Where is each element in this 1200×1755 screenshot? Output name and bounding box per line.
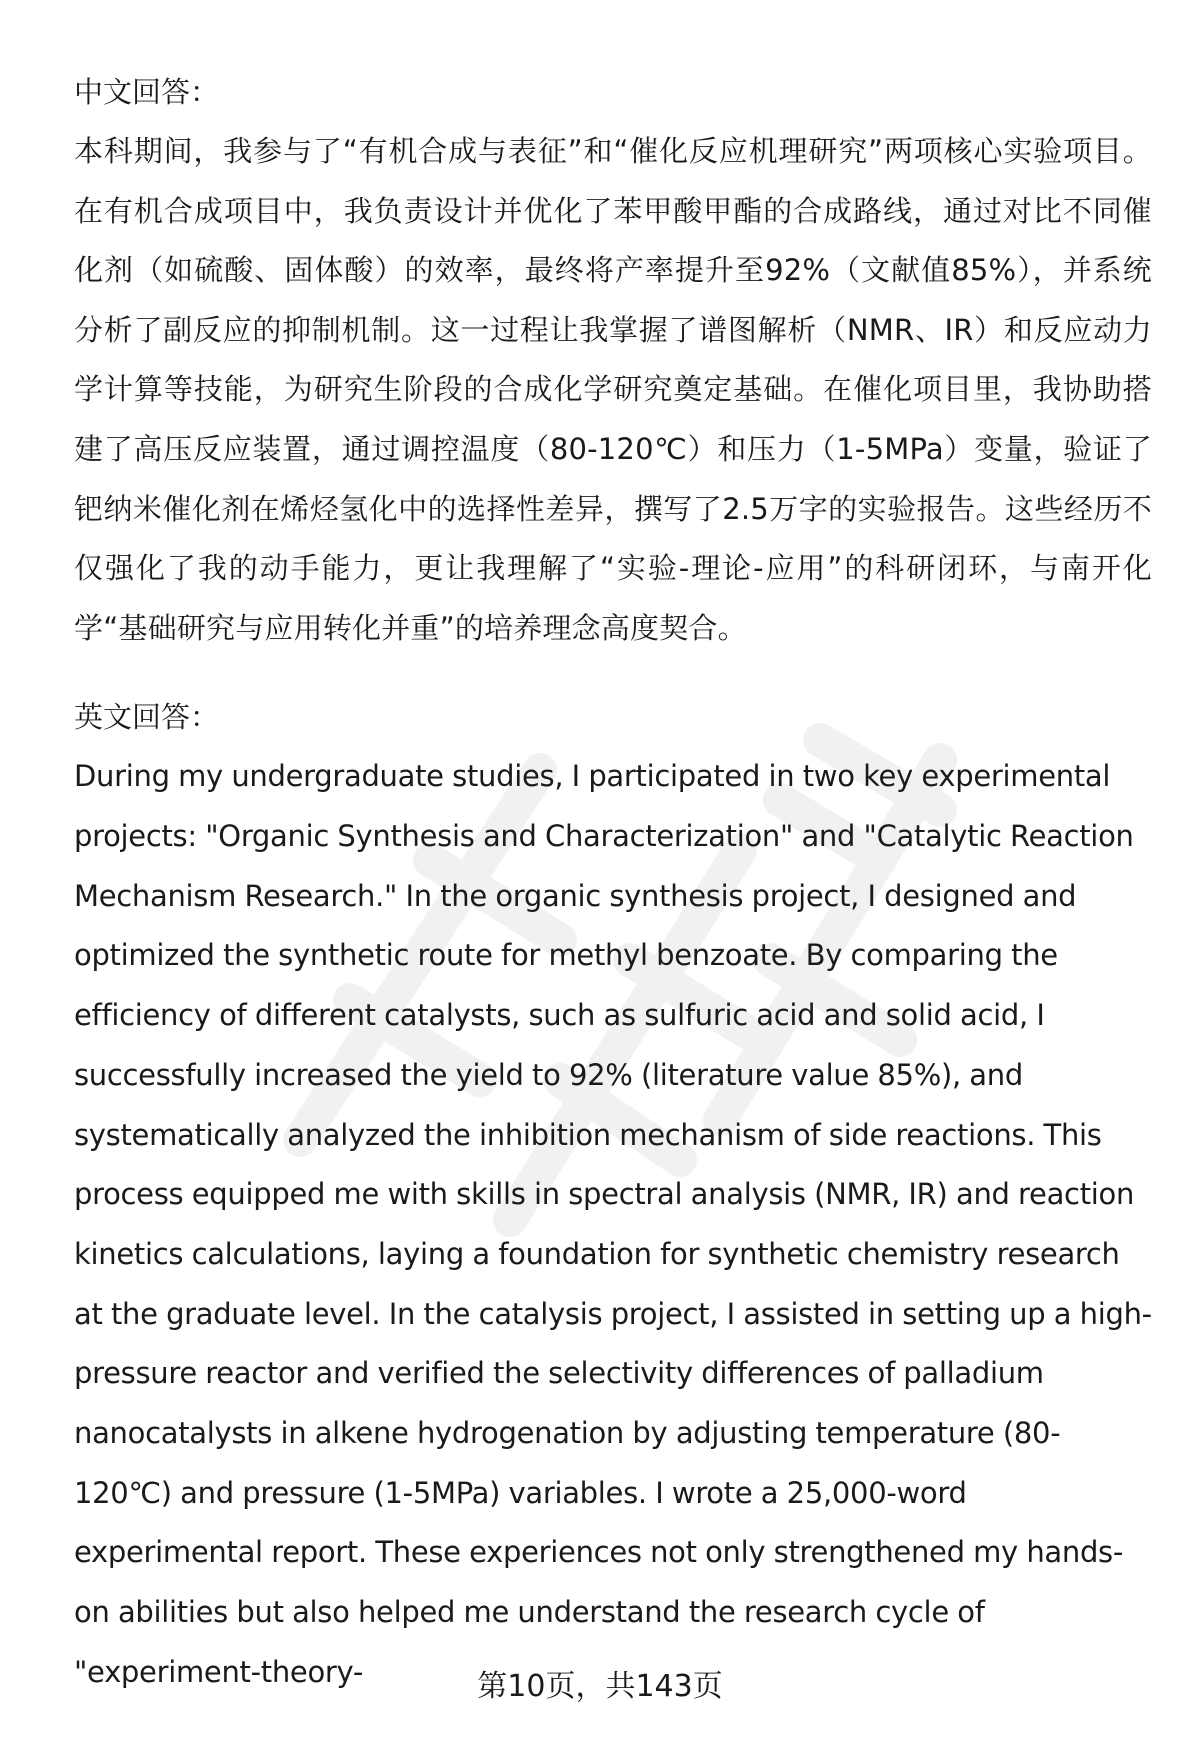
english-answer-text: During my undergraduate studies, I participated in two key experimental projects: "Organic Synthesis and Characterization" and "Catalytic Reaction Mechanism Research." In the organic synthesis project, I designed and optimized the synthetic route for methyl benzoate. By comparing the efficiency of different catalysts, such as sulfuric acid and solid acid, I successfully increased the yield to 92% (literature value 85%), and systematically analyzed the inhibition mechanism of side reactions. This process equipped me with skills in spectral analysis (NMR, IR) and reaction kinetics calculations, laying a foundation for synthetic chemistry research at the graduate level. In the catalysis project, I assisted in setting up a high-pressure reactor and verified the selectivity differences of palladium nanocatalysts in alkene hydrogenation by adjusting temperature (80-120℃) and pressure (1-5MPa) variables. I wrote a 25,000-word experimental report. These experiences not only strengthened my hands-on abilities but also helped me understand the research cycle of "experiment-theory- bbox=[74, 759, 1152, 1689]
english-answer-label: 英文回答： bbox=[74, 700, 220, 735]
answer-content bbox=[74, 62, 1152, 1703]
chinese-answer-text: 本科期间，我参与了“有机合成与表征”和“催化反应机理研究”两项核心实验项目。在有机合成项目中，我负责设计并优化了苯甲酸甲酯的合成路线，通过对比不同催化剂（如硫酸、固体酸）的效率，最终将产率提升至92%（文献值85%），并系统分析了副反应的抑制机制。这一过程让我掌握了谱图解析（NMR、IR）和反应动力学计算等技能，为研究生阶段的合成化学研究奠定基础。在催化项目里，我协助搭建了高压反应装置，通过调控温度（80-120℃）和压力（1-5MPa）变量，验证了钯纳米催化剂在烯烃氢化中的选择性差异，撰写了2.5万字的实验报告。这些经历不仅强化了我的动手能力，更让我理解了“实验-理论-应用”的科研闭环，与南开化学“基础研究与应用转化并重”的培养理念高度契合。 bbox=[74, 134, 1152, 645]
chinese-answer-label: 中文回答： bbox=[74, 75, 220, 109]
page-number-footer: 第10页，共143页 bbox=[477, 1669, 723, 1704]
